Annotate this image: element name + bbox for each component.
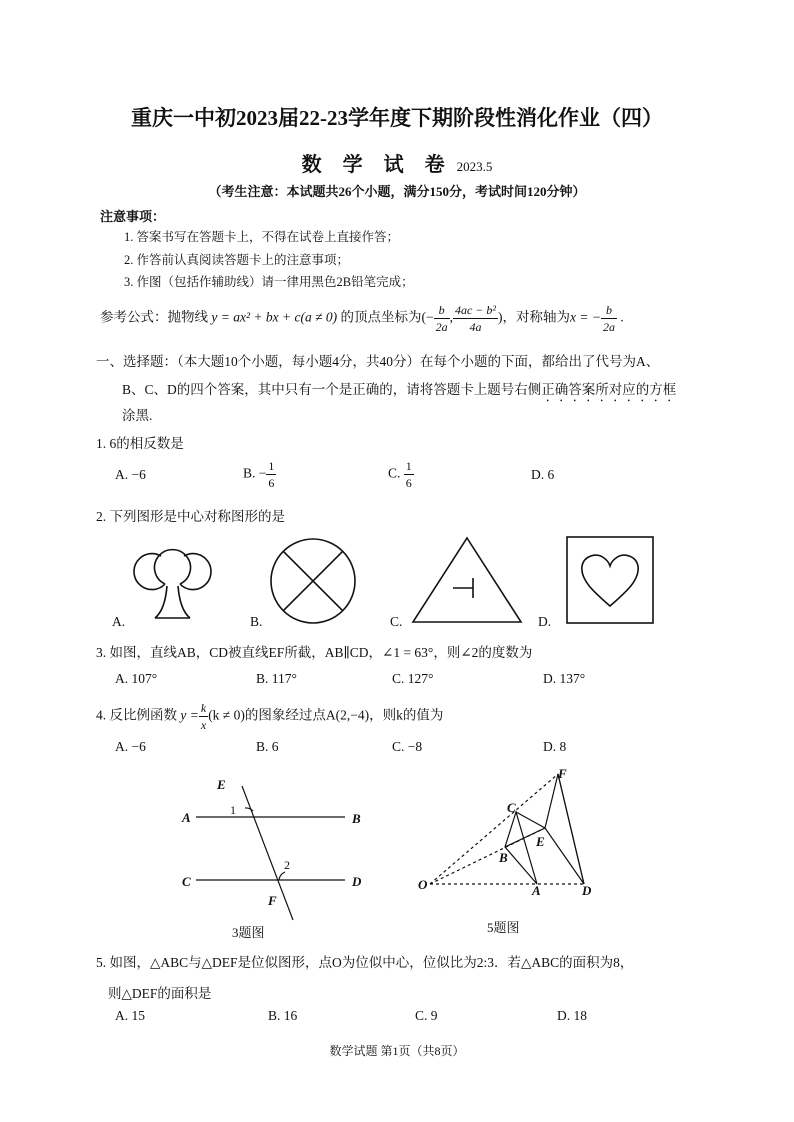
section1-line3: 涂黑. xyxy=(122,408,153,423)
page-footer: 数学试题 第1页（共8页） xyxy=(329,1044,465,1058)
q3-option-b: B. 117° xyxy=(256,671,297,686)
q4-stem-a: 4. 反比例函数 xyxy=(96,707,177,723)
fraction-denominator: 6 xyxy=(405,476,412,490)
fraction-denominator: x xyxy=(200,718,207,732)
axis-equation: x = − xyxy=(570,309,601,325)
question-5-line2: 则△DEF的面积是 xyxy=(108,986,212,1001)
notice-heading: 注意事项： xyxy=(100,209,166,224)
q1-option-c-fraction xyxy=(404,460,414,489)
q2-option-a: A. xyxy=(112,614,126,629)
vertex-x-fraction xyxy=(434,304,450,333)
section1-emphasis: 正确答案所对应的方框 xyxy=(541,382,677,397)
q2-option-c: C. xyxy=(390,614,403,629)
fig5-label-e: E xyxy=(536,834,545,849)
formula-axis-text: ，对称轴为 xyxy=(502,309,571,325)
fig3-angle-1: 1 xyxy=(230,803,236,817)
vertex-y-fraction xyxy=(453,304,498,333)
q4-k-over-x xyxy=(199,702,208,731)
q2-option-d: D. xyxy=(538,614,552,629)
q3-option-d: D. 137° xyxy=(543,671,586,686)
triangle-figure xyxy=(411,536,523,626)
figure-3-caption: 3题图 xyxy=(232,925,265,940)
q4-stem-b: (k ≠ 0)的图象经过点A(2,−4)，则k的值为 xyxy=(208,707,444,723)
q1-option-a: A. −6 xyxy=(115,467,146,482)
question-5-line1: 5. 如图，△ABC与△DEF是位似图形，点O为位似中心，位似比为2:3．若△ABC的面积为8， xyxy=(96,955,634,970)
notice-item-3: 3. 作图（包括作辅助线）请一律用黑色2B铅笔完成； xyxy=(124,275,414,289)
q1-option-c xyxy=(388,460,414,489)
fraction-numerator: b xyxy=(601,304,617,319)
fig5-label-d: D xyxy=(582,883,592,898)
q1-option-c-label: C. xyxy=(388,465,401,481)
figure-5-caption: 5题图 xyxy=(487,920,520,935)
q1-option-b-label: B. − xyxy=(243,465,267,481)
fraction-denominator: 2a xyxy=(435,320,448,334)
fraction-numerator: 4ac − b² xyxy=(454,303,497,317)
q4-option-d: D. 8 xyxy=(543,739,567,754)
fraction-numerator: k xyxy=(200,701,207,715)
section1-line2 xyxy=(122,378,676,405)
formula-prefix: 参考公式：抛物线 xyxy=(100,309,208,325)
fig5-label-c: C xyxy=(507,800,516,815)
q5-option-a: A. 15 xyxy=(115,1008,145,1023)
q5-option-c: C. 9 xyxy=(415,1008,438,1023)
section1-line1: 一、选择题：（本大题10个小题，每小题4分，共40分）在每个小题的下面，都给出了代号为A、 xyxy=(96,354,660,369)
q4-option-b: B. 6 xyxy=(256,739,279,754)
fraction-denominator: 6 xyxy=(268,476,275,490)
notice-item-1: 1. 答案书写在答题卡上，不得在试卷上直接作答； xyxy=(124,230,400,244)
q3-option-c: C. 127° xyxy=(392,671,434,686)
notice-item-2: 2. 作答前认真阅读答题卡上的注意事项； xyxy=(124,253,350,267)
question-3-stem: 3. 如图，直线AB，CD被直线EF所截，AB∥CD，∠1 = 63°，则∠2的度数为 xyxy=(96,645,533,660)
fig5-label-b: B xyxy=(499,850,508,865)
q5-option-d: D. 18 xyxy=(557,1008,587,1023)
fig3-label-d: D xyxy=(352,874,362,889)
question-4-stem xyxy=(96,702,443,731)
fraction-numerator: b xyxy=(434,304,450,319)
q1-option-b-fraction xyxy=(266,460,276,489)
exam-date: 2023.5 xyxy=(456,159,493,174)
fraction-denominator: 4a xyxy=(469,320,482,334)
fig5-label-f: F xyxy=(558,766,567,781)
section1-line2-a: B、C、D的四个答案，其中只有一个是正确的，请将答题卡上题号右侧 xyxy=(122,382,542,397)
formula-close: ) xyxy=(498,309,503,325)
formula-end: . xyxy=(620,309,624,325)
exam-note: （考生注意：本试题共26个小题，满分150分，考试时间120分钟） xyxy=(208,184,586,199)
q4-y-eq: y = xyxy=(180,707,199,723)
subtitle-text: 数 学 试 卷 xyxy=(301,154,453,176)
circle-cross-figure xyxy=(268,536,358,626)
question-1-stem: 1. 6的相反数是 xyxy=(96,436,184,451)
fig5-label-a: A xyxy=(532,883,541,898)
q5-option-b: B. 16 xyxy=(268,1008,298,1023)
figure-5-diagram xyxy=(412,762,612,902)
q1-option-d: D. 6 xyxy=(531,467,555,482)
fraction-denominator: 2a xyxy=(602,320,615,334)
page-title: 重庆一中初2023届22-23学年度下期阶段性消化作业（四） xyxy=(131,106,663,130)
q1-option-b xyxy=(243,460,276,489)
formula-equation: y = ax² + bx + c(a ≠ 0) xyxy=(211,309,338,325)
fig3-label-c: C xyxy=(182,874,191,889)
figure-3-diagram xyxy=(170,772,380,932)
formula-mid: 的顶点坐标为 xyxy=(340,309,422,325)
q4-option-c: C. −8 xyxy=(392,739,423,754)
fig3-angle-2: 2 xyxy=(284,858,290,872)
fig3-label-b: B xyxy=(352,811,361,826)
club-shape-figure xyxy=(125,532,220,624)
q2-option-b: B. xyxy=(250,614,263,629)
fraction-numerator: 1 xyxy=(405,459,412,473)
fig3-label-e: E xyxy=(217,777,226,792)
reference-formula xyxy=(100,304,624,333)
q4-option-a: A. −6 xyxy=(115,739,146,754)
formula-open: (− xyxy=(421,309,434,325)
fig5-label-o: O xyxy=(418,877,428,892)
formula-comma: , xyxy=(449,309,453,325)
question-2-stem: 2. 下列图形是中心对称图形的是 xyxy=(96,509,285,524)
axis-fraction xyxy=(601,304,617,333)
fig3-label-a: A xyxy=(182,810,191,825)
q3-option-a: A. 107° xyxy=(115,671,158,686)
fig3-label-f: F xyxy=(268,893,277,908)
heart-square-figure xyxy=(566,536,656,626)
fraction-numerator: 1 xyxy=(268,459,275,473)
paper-subtitle xyxy=(0,148,794,177)
